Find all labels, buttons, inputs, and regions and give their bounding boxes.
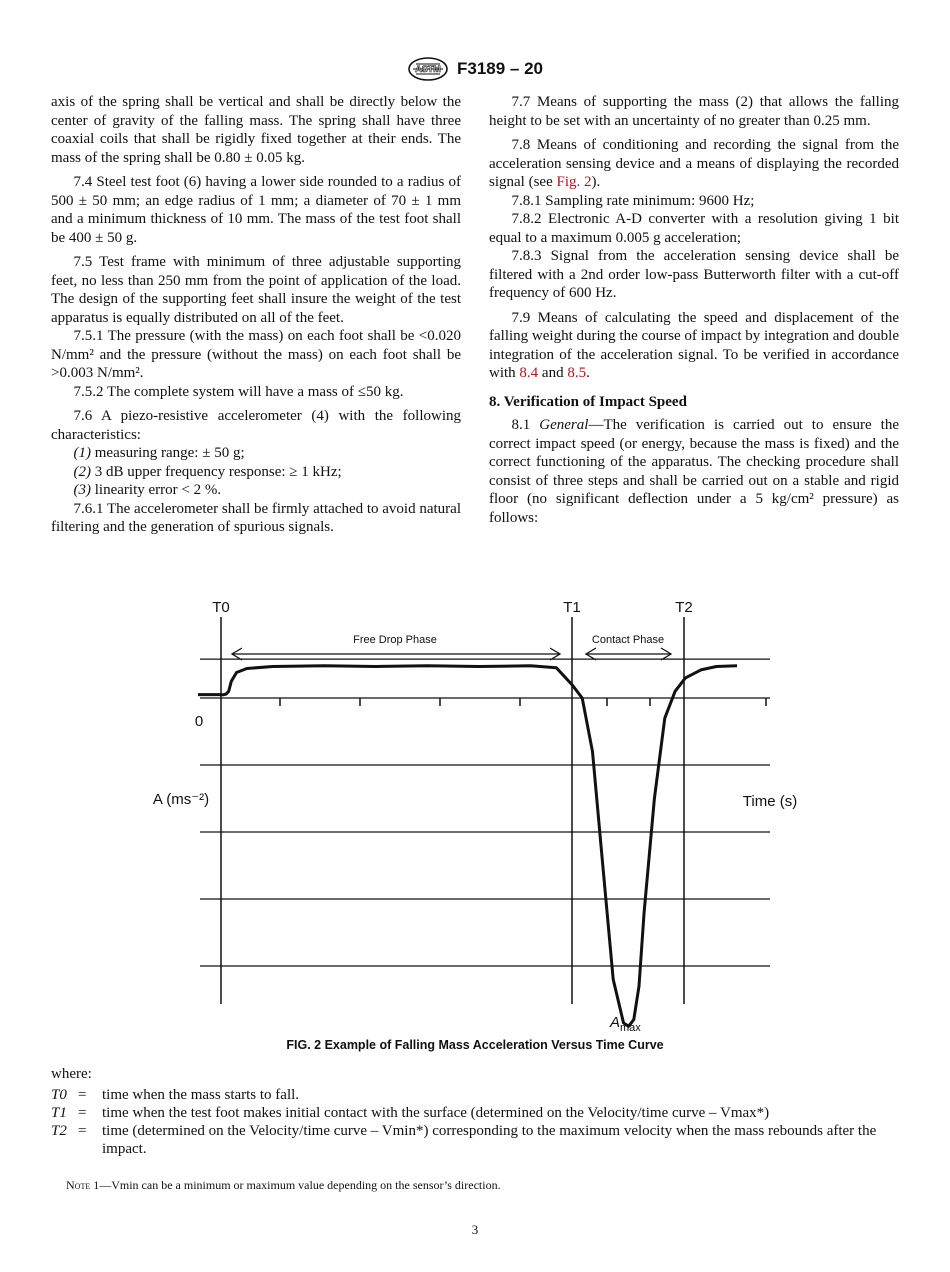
para-7-8: 7.8 Means of conditioning and recording the signal from the acceleration sensing device and a means of displaying the recorded signal (see Fig. 2). (489, 137, 899, 190)
subparagraph: 7.5.2 The complete system will have a mass of ≤50 kg. (73, 383, 404, 400)
list-item: (2) 3 dB upper frequency response: ≥ 1 kHz; (73, 463, 342, 480)
phase-label-free-drop: Free Drop Phase (353, 634, 437, 646)
para-7-8-3: 7.8.3 Signal from the acceleration sensing device shall be filtered with a 2nd order low-pass Butterworth filter with a cut-off frequency of 600 Hz. (489, 248, 899, 301)
list-item: (1) measuring range: ± 50 g; (73, 445, 245, 461)
right-column (489, 93, 899, 527)
definition-item: T0 = time when the mass starts to fall. (51, 1087, 300, 1103)
amax-label: $A_{max}$ (610, 1014, 641, 1034)
fig2-link[interactable]: Fig. 2 (556, 174, 592, 190)
figure-caption: FIG. 2 Example of Falling Mass Acceleration Versus Time Curve (286, 1038, 664, 1052)
paragraph: 7.6 A piezo-resistive accelerometer (4) with the following characteristics: (51, 408, 461, 443)
where-label: where: (51, 1066, 92, 1082)
para-8-1: 8.1 General—The verification is carried out to ensure the correct impact speed (or energy, because the mass is fixed) and the correct functioning of the apparatus. The checking procedure shall consist of three steps and shall be carried out on a stable and rigid floor (no significant deflection under a 5 kg/cm² pressure) as follows: (489, 417, 899, 526)
page-header (0, 56, 950, 82)
section-heading: 8. Verification of Impact Speed (489, 393, 687, 410)
note-1: Note 1—Vmin can be a minimum or maximum value depending on the sensor’s direction. (66, 1178, 501, 1192)
marker-label-t2: T2 (675, 599, 693, 616)
astm-logo-icon (407, 56, 449, 82)
left-column (51, 93, 461, 537)
subparagraph: 7.5.1 The pressure (with the mass) on each foot shall be <0.020 N/mm² and the pressure (without the mass) on each foot shall be >0.003 N/mm². (51, 328, 461, 381)
para-7-7: 7.7 Means of supporting the mass (2) that allows the falling height to be set with an uncertainty of no greater than 0.25 mm. (489, 94, 899, 129)
definitions-list (51, 1086, 901, 1158)
phase-label-contact: Contact Phase (591, 634, 665, 646)
acceleration-time-chart (140, 592, 810, 1040)
paragraph: 7.5 Test frame with minimum of three adjustable supporting feet, no less than 250 mm from the point of application of the load. The design of the supporting feet shall insure the weight of the test apparatus is equally distributed on all of the feet. (51, 254, 461, 326)
svg-text:ASTM: ASTM (415, 64, 441, 74)
section-8-5-link[interactable]: 8.5 (567, 365, 587, 381)
series-line-acceleration (221, 666, 737, 1027)
paragraph: 7.4 Steel test foot (6) having a lower side rounded to a radius of 500 ± 50 mm; an edge radius of 1 mm; a diameter of 70 ± 1 mm and a minimum thickness of 10 mm. The mass of the test foot shall be 400 ± 50 g. (51, 174, 461, 246)
para-7-8-1: 7.8.1 Sampling rate minimum: 9600 Hz; (511, 192, 755, 209)
para-7-8-2: 7.8.2 Electronic A-D converter with a resolution giving 1 bit equal to a maximum 0.005 g acceleration; (489, 211, 899, 246)
list-item: (3) linearity error < 2 %. (73, 482, 222, 498)
zero-label: 0 (194, 713, 204, 730)
x-axis-label: Time (s) (742, 793, 798, 810)
para-continuation: axis of the spring shall be vertical and shall be directly below the center of gravity of the falling mass. The spring shall have three coaxial coils that shall be rigidly fixed together at their ends. The mass of the spring shall be 0.80 ± 0.05 kg. (51, 94, 461, 166)
marker-label-t0: T0 (212, 599, 230, 616)
document-title: F3189 – 20 (456, 59, 543, 78)
y-axis-label: A (ms⁻²) (152, 791, 210, 808)
definition-item: T1 = time when the test foot makes initial contact with the surface (determined on the Velocity/time curve – Vmax*) (51, 1105, 770, 1121)
section-8-4-link[interactable]: 8.4 (519, 365, 539, 381)
page-number: 3 (471, 1222, 479, 1237)
definition-item: T2 = time (determined on the Velocity/time curve – Vmin*) corresponding to the maximum velocity when the mass rebounds after the impact. (51, 1123, 877, 1157)
marker-label-t1: T1 (563, 599, 581, 616)
subparagraph: 7.6.1 The accelerometer shall be firmly attached to avoid natural filtering and the generation of spurious signals. (51, 500, 461, 535)
para-7-9: 7.9 Means of calculating the speed and displacement of the falling weight during the course of impact by integration and double integration of the acceleration signal. To be verified in accordance with 8.4 and 8.5. (489, 309, 899, 381)
